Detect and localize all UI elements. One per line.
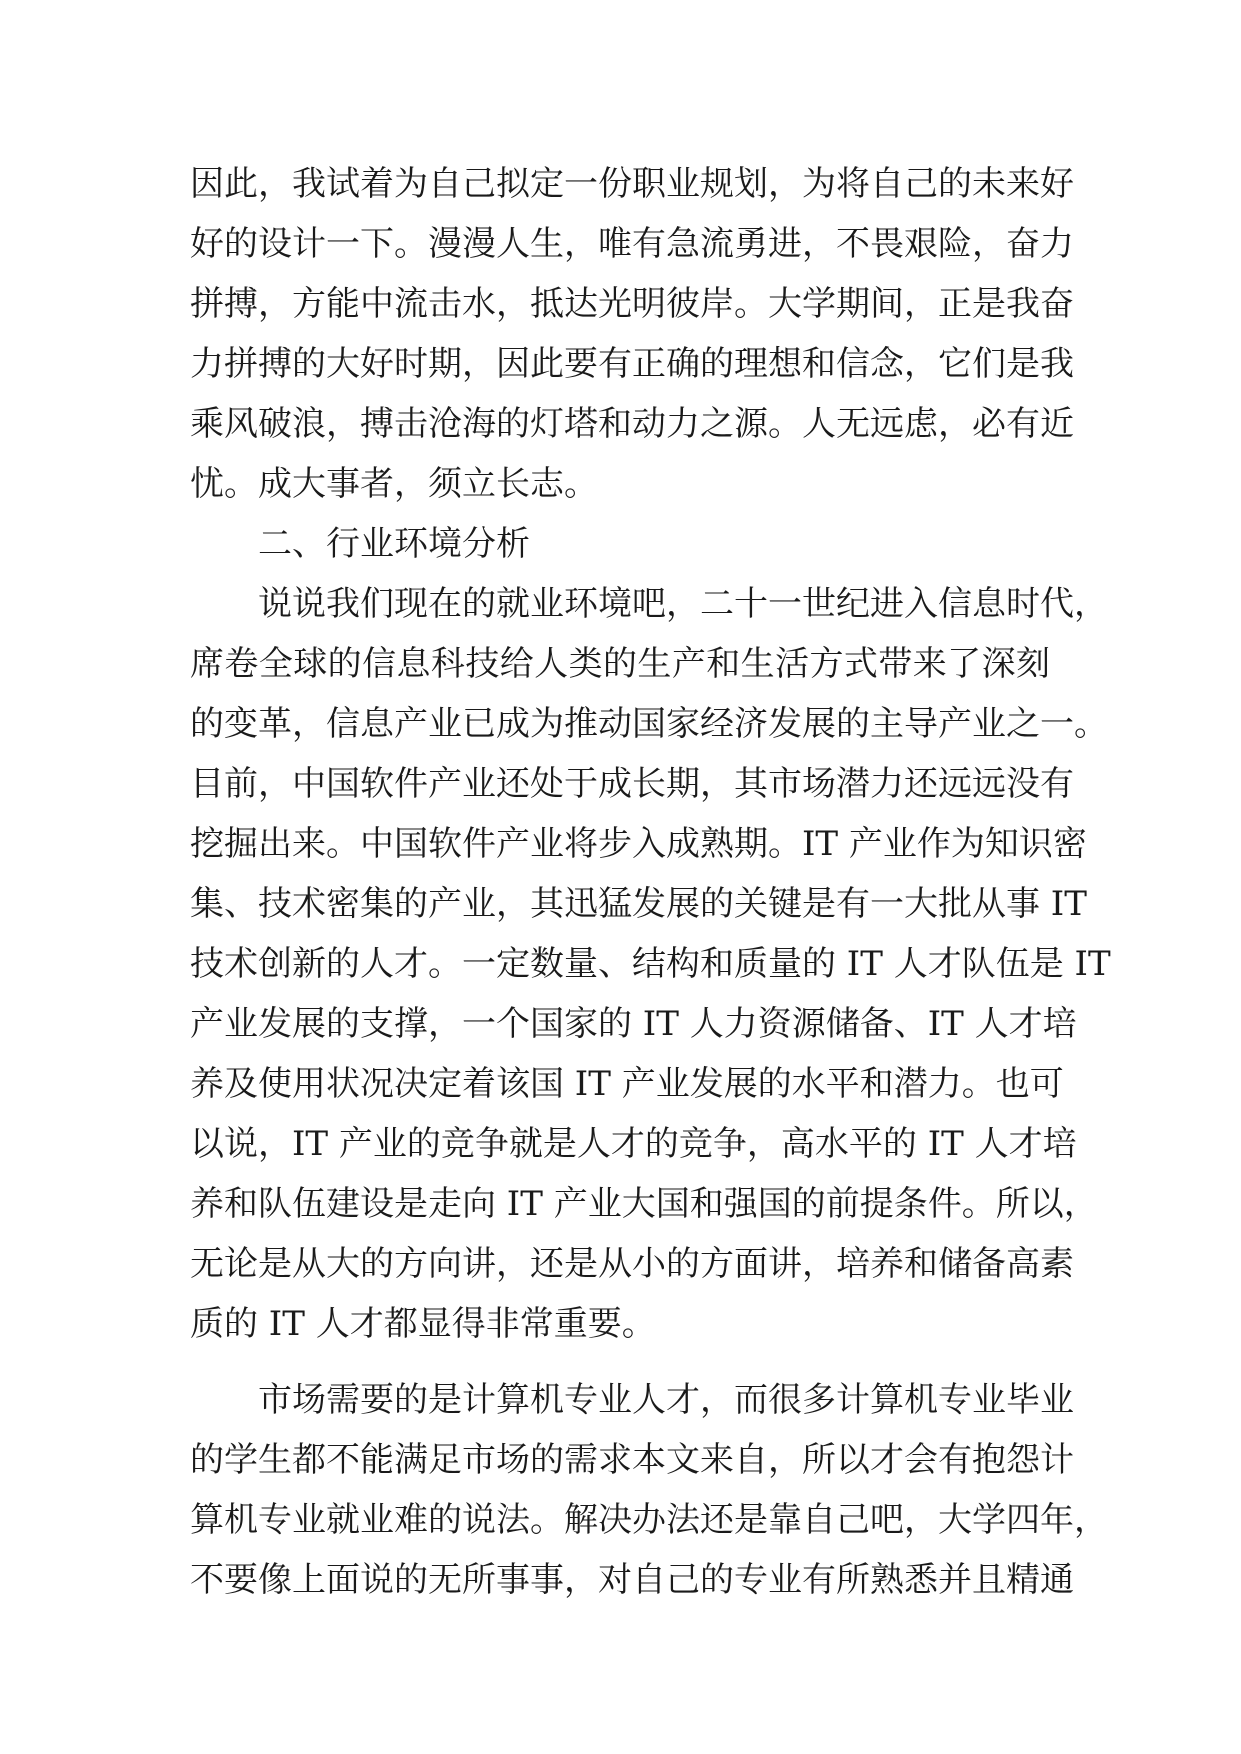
text-line: 养及使用状况决定着该国 IT 产业发展的水平和潜力。也可 (190, 1064, 1064, 1104)
text-line: 以说，IT 产业的竞争就是人才的竞争，高水平的 IT 人才培 (190, 1124, 1077, 1164)
text-line: 说说我们现在的就业环境吧，二十一世纪进入信息时代， (258, 584, 1108, 624)
text-line: 好的设计一下。漫漫人生，唯有急流勇进，不畏艰险，奋力 (190, 224, 1074, 264)
text-line: 目前，中国软件产业还处于成长期，其市场潜力还远远没有 (190, 764, 1074, 804)
text-line: 养和队伍建设是走向 IT 产业大国和强国的前提条件。所以， (190, 1184, 1098, 1224)
text-line: 不要像上面说的无所事事，对自己的专业有所熟悉并且精通 (190, 1560, 1074, 1600)
text-line: 挖掘出来。中国软件产业将步入成熟期。IT 产业作为知识密 (190, 824, 1087, 864)
text-line: 技术创新的人才。一定数量、结构和质量的 IT 人才队伍是 IT (190, 944, 1111, 984)
text-line: 席卷全球的信息科技给人类的生产和生活方式带来了深刻 (190, 644, 1050, 684)
text-line: 忧。成大事者，须立长志。 (190, 464, 598, 504)
text-line: 产业发展的支撑，一个国家的 IT 人力资源储备、IT 人才培 (190, 1004, 1077, 1044)
text-line: 的变革，信息产业已成为推动国家经济发展的主导产业之一。 (190, 704, 1108, 744)
text-line: 集、技术密集的产业，其迅猛发展的关键是有一大批从事 IT (190, 884, 1087, 924)
text-line: 市场需要的是计算机专业人才，而很多计算机专业毕业 (258, 1380, 1074, 1420)
text-line: 无论是从大的方向讲，还是从小的方面讲，培养和储备高素 (190, 1244, 1074, 1284)
text-line: 乘风破浪，搏击沧海的灯塔和动力之源。人无远虑，必有近 (190, 404, 1074, 444)
section-heading: 二、行业环境分析 (258, 524, 530, 564)
text-line: 质的 IT 人才都显得非常重要。 (190, 1304, 656, 1344)
text-line: 力拼搏的大好时期，因此要有正确的理想和信念，它们是我 (190, 344, 1074, 384)
text-line: 的学生都不能满足市场的需求本文来自，所以才会有抱怨计 (190, 1440, 1074, 1480)
text-line: 拼搏，方能中流击水，抵达光明彼岸。大学期间，正是我奋 (190, 284, 1074, 324)
text-line: 算机专业就业难的说法。解决办法还是靠自己吧，大学四年， (190, 1500, 1108, 1540)
text-line: 因此，我试着为自己拟定一份职业规划，为将自己的未来好 (190, 164, 1074, 204)
